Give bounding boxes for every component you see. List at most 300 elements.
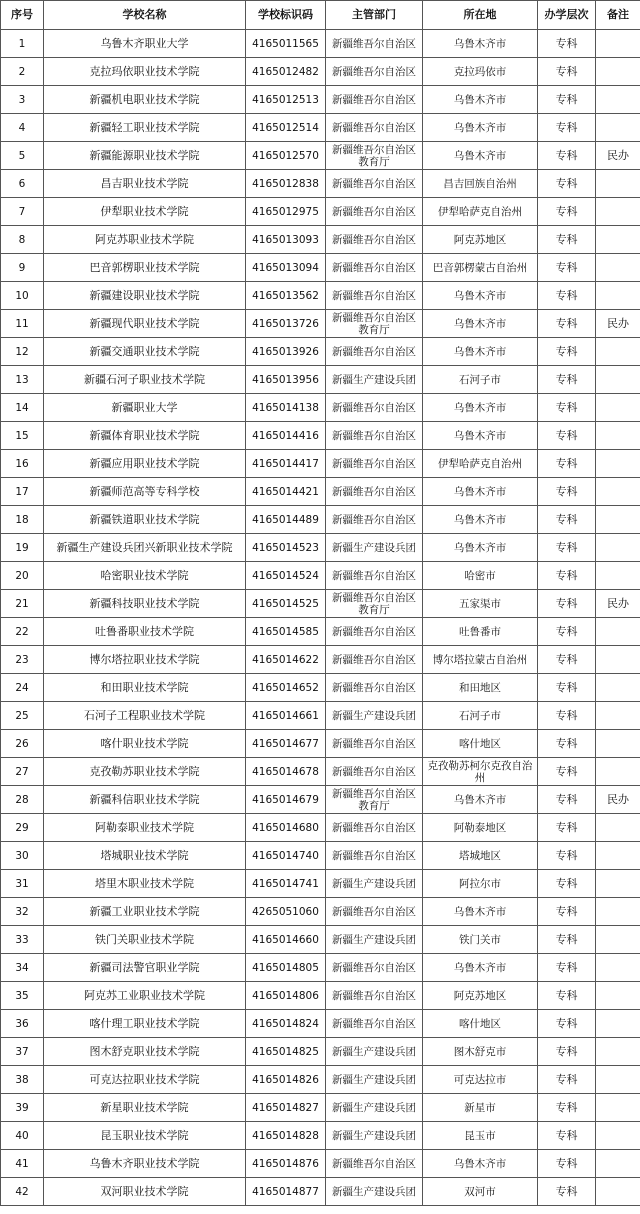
cell-school-name: 图木舒克职业技术学院: [44, 1038, 246, 1066]
cell-level: 专科: [538, 1094, 596, 1122]
cell-level: 专科: [538, 982, 596, 1010]
table-row: [1, 422, 640, 450]
cell-index: 29: [1, 814, 44, 842]
cell-index: 31: [1, 870, 44, 898]
cell-location: 五家渠市: [423, 590, 538, 618]
table-row: [1, 1010, 640, 1038]
cell-level: 专科: [538, 562, 596, 590]
cell-department: 新疆生产建设兵团: [326, 1122, 423, 1150]
table-row: [1, 674, 640, 702]
table-row: [1, 1066, 640, 1094]
cell-index: 40: [1, 1122, 44, 1150]
cell-level: 专科: [538, 926, 596, 954]
table-row: [1, 478, 640, 506]
cell-location: 乌鲁木齐市: [423, 310, 538, 338]
cell-location: 乌鲁木齐市: [423, 394, 538, 422]
cell-index: 9: [1, 254, 44, 282]
cell-school-code: 4165014652: [246, 674, 326, 702]
table-row: [1, 1038, 640, 1066]
cell-level: 专科: [538, 702, 596, 730]
cell-index: 18: [1, 506, 44, 534]
table-row: [1, 170, 640, 198]
table-row: [1, 590, 640, 618]
cell-remarks: 民办: [596, 142, 640, 170]
cell-department: 新疆维吾尔自治区: [326, 814, 423, 842]
cell-location: 乌鲁木齐市: [423, 338, 538, 366]
cell-level: 专科: [538, 142, 596, 170]
cell-level: 专科: [538, 198, 596, 226]
cell-school-code: 4165014826: [246, 1066, 326, 1094]
cell-school-code: 4165014828: [246, 1122, 326, 1150]
table-row: [1, 310, 640, 338]
cell-location: 乌鲁木齐市: [423, 282, 538, 310]
cell-remarks: [596, 282, 640, 310]
cell-school-name: 吐鲁番职业技术学院: [44, 618, 246, 646]
cell-school-code: 4165014489: [246, 506, 326, 534]
cell-location: 阿勒泰地区: [423, 814, 538, 842]
cell-location: 双河市: [423, 1178, 538, 1206]
cell-level: 专科: [538, 30, 596, 58]
cell-school-name: 克拉玛依职业技术学院: [44, 58, 246, 86]
cell-school-name: 塔城职业技术学院: [44, 842, 246, 870]
cell-school-name: 巴音郭楞职业技术学院: [44, 254, 246, 282]
cell-index: 10: [1, 282, 44, 310]
table-row: [1, 786, 640, 814]
cell-remarks: [596, 618, 640, 646]
cell-department: 新疆维吾尔自治区: [326, 618, 423, 646]
cell-school-code: 4165014678: [246, 758, 326, 786]
cell-level: 专科: [538, 1178, 596, 1206]
cell-index: 14: [1, 394, 44, 422]
table-row: [1, 702, 640, 730]
cell-school-name: 新星职业技术学院: [44, 1094, 246, 1122]
cell-location: 石河子市: [423, 366, 538, 394]
cell-school-name: 新疆建设职业技术学院: [44, 282, 246, 310]
cell-remarks: [596, 646, 640, 674]
table-row: [1, 30, 640, 58]
cell-remarks: [596, 338, 640, 366]
cell-level: 专科: [538, 814, 596, 842]
cell-department: 新疆维吾尔自治区: [326, 674, 423, 702]
cell-level: 专科: [538, 450, 596, 478]
cell-remarks: [596, 954, 640, 982]
cell-remarks: 民办: [596, 590, 640, 618]
table-row: [1, 1178, 640, 1206]
table-row: [1, 394, 640, 422]
cell-department: 新疆维吾尔自治区: [326, 394, 423, 422]
cell-school-code: 4165014421: [246, 478, 326, 506]
cell-level: 专科: [538, 590, 596, 618]
cell-school-name: 新疆生产建设兵团兴新职业技术学院: [44, 534, 246, 562]
cell-index: 38: [1, 1066, 44, 1094]
cell-department: 新疆维吾尔自治区: [326, 422, 423, 450]
cell-level: 专科: [538, 86, 596, 114]
cell-school-code: 4165014740: [246, 842, 326, 870]
cell-remarks: [596, 1150, 640, 1178]
cell-level: 专科: [538, 898, 596, 926]
cell-index: 16: [1, 450, 44, 478]
cell-location: 乌鲁木齐市: [423, 142, 538, 170]
cell-department: 新疆生产建设兵团: [326, 1038, 423, 1066]
cell-school-code: 4165014523: [246, 534, 326, 562]
cell-location: 乌鲁木齐市: [423, 786, 538, 814]
cell-index: 32: [1, 898, 44, 926]
cell-index: 28: [1, 786, 44, 814]
cell-level: 专科: [538, 1010, 596, 1038]
cell-remarks: 民办: [596, 310, 640, 338]
cell-department: 新疆维吾尔自治区: [326, 1010, 423, 1038]
cell-department: 新疆维吾尔自治区: [326, 86, 423, 114]
cell-remarks: [596, 982, 640, 1010]
cell-location: 乌鲁木齐市: [423, 422, 538, 450]
table-row: [1, 870, 640, 898]
cell-level: 专科: [538, 338, 596, 366]
cell-location: 乌鲁木齐市: [423, 1150, 538, 1178]
cell-level: 专科: [538, 170, 596, 198]
cell-department: 新疆维吾尔自治区教育厅: [326, 310, 423, 338]
table-row: [1, 954, 640, 982]
cell-school-name: 博尔塔拉职业技术学院: [44, 646, 246, 674]
cell-school-code: 4165013094: [246, 254, 326, 282]
cell-school-code: 4165014806: [246, 982, 326, 1010]
cell-remarks: [596, 870, 640, 898]
cell-department: 新疆维吾尔自治区: [326, 506, 423, 534]
table-row: [1, 338, 640, 366]
table-row: [1, 842, 640, 870]
table-row: [1, 1094, 640, 1122]
cell-school-code: 4165012838: [246, 170, 326, 198]
cell-department: 新疆生产建设兵团: [326, 1066, 423, 1094]
cell-remarks: [596, 562, 640, 590]
cell-location: 阿拉尔市: [423, 870, 538, 898]
cell-remarks: [596, 730, 640, 758]
cell-index: 7: [1, 198, 44, 226]
table-body: [1, 30, 640, 1206]
table-row: [1, 366, 640, 394]
cell-school-name: 双河职业技术学院: [44, 1178, 246, 1206]
table-row: [1, 198, 640, 226]
cell-department: 新疆生产建设兵团: [326, 534, 423, 562]
cell-school-name: 新疆机电职业技术学院: [44, 86, 246, 114]
cell-index: 25: [1, 702, 44, 730]
cell-department: 新疆维吾尔自治区: [326, 254, 423, 282]
table-row: [1, 142, 640, 170]
cell-school-code: 4165013956: [246, 366, 326, 394]
cell-level: 专科: [538, 506, 596, 534]
cell-location: 和田地区: [423, 674, 538, 702]
cell-school-name: 新疆交通职业技术学院: [44, 338, 246, 366]
cell-school-name: 乌鲁木齐职业技术学院: [44, 1150, 246, 1178]
table-row: [1, 730, 640, 758]
header-index: 序号: [1, 1, 44, 30]
cell-location: 喀什地区: [423, 730, 538, 758]
cell-remarks: [596, 1094, 640, 1122]
cell-level: 专科: [538, 1038, 596, 1066]
cell-level: 专科: [538, 618, 596, 646]
cell-index: 11: [1, 310, 44, 338]
cell-remarks: [596, 198, 640, 226]
cell-school-code: 4165012570: [246, 142, 326, 170]
cell-remarks: [596, 926, 640, 954]
cell-department: 新疆生产建设兵团: [326, 926, 423, 954]
cell-level: 专科: [538, 394, 596, 422]
cell-department: 新疆维吾尔自治区教育厅: [326, 786, 423, 814]
cell-school-name: 昌吉职业技术学院: [44, 170, 246, 198]
table-row: [1, 758, 640, 786]
cell-level: 专科: [538, 366, 596, 394]
cell-level: 专科: [538, 478, 596, 506]
table-row: [1, 1150, 640, 1178]
table-row: [1, 506, 640, 534]
cell-department: 新疆维吾尔自治区: [326, 58, 423, 86]
cell-school-code: 4165012513: [246, 86, 326, 114]
cell-school-name: 新疆铁道职业技术学院: [44, 506, 246, 534]
cell-school-name: 乌鲁木齐职业大学: [44, 30, 246, 58]
cell-location: 乌鲁木齐市: [423, 506, 538, 534]
cell-school-name: 新疆工业职业技术学院: [44, 898, 246, 926]
cell-school-code: 4165014525: [246, 590, 326, 618]
cell-department: 新疆维吾尔自治区: [326, 114, 423, 142]
cell-remarks: [596, 1010, 640, 1038]
cell-school-name: 可克达拉职业技术学院: [44, 1066, 246, 1094]
cell-remarks: [596, 814, 640, 842]
cell-school-name: 和田职业技术学院: [44, 674, 246, 702]
cell-school-code: 4165014877: [246, 1178, 326, 1206]
cell-remarks: [596, 506, 640, 534]
cell-department: 新疆维吾尔自治区教育厅: [326, 590, 423, 618]
table-row: [1, 254, 640, 282]
cell-department: 新疆维吾尔自治区: [326, 338, 423, 366]
cell-school-name: 新疆能源职业技术学院: [44, 142, 246, 170]
table-row: [1, 562, 640, 590]
cell-school-code: 4165013926: [246, 338, 326, 366]
cell-index: 33: [1, 926, 44, 954]
cell-location: 乌鲁木齐市: [423, 86, 538, 114]
cell-school-code: 4165011565: [246, 30, 326, 58]
cell-level: 专科: [538, 282, 596, 310]
cell-remarks: [596, 842, 640, 870]
cell-school-name: 石河子工程职业技术学院: [44, 702, 246, 730]
cell-location: 博尔塔拉蒙古自治州: [423, 646, 538, 674]
cell-location: 喀什地区: [423, 1010, 538, 1038]
cell-remarks: [596, 1122, 640, 1150]
cell-level: 专科: [538, 954, 596, 982]
cell-school-name: 阿克苏职业技术学院: [44, 226, 246, 254]
cell-department: 新疆维吾尔自治区: [326, 198, 423, 226]
cell-department: 新疆生产建设兵团: [326, 870, 423, 898]
cell-location: 乌鲁木齐市: [423, 898, 538, 926]
cell-index: 35: [1, 982, 44, 1010]
cell-index: 4: [1, 114, 44, 142]
cell-level: 专科: [538, 674, 596, 702]
cell-school-code: 4165014827: [246, 1094, 326, 1122]
cell-index: 19: [1, 534, 44, 562]
cell-school-name: 铁门关职业技术学院: [44, 926, 246, 954]
cell-school-name: 新疆司法警官职业学院: [44, 954, 246, 982]
cell-school-code: 4165014741: [246, 870, 326, 898]
cell-index: 26: [1, 730, 44, 758]
cell-remarks: [596, 366, 640, 394]
cell-school-code: 4165014417: [246, 450, 326, 478]
cell-remarks: [596, 1038, 640, 1066]
cell-remarks: [596, 170, 640, 198]
cell-location: 图木舒克市: [423, 1038, 538, 1066]
cell-remarks: [596, 450, 640, 478]
cell-school-code: 4165012482: [246, 58, 326, 86]
cell-remarks: [596, 758, 640, 786]
table-row: [1, 898, 640, 926]
cell-location: 阿克苏地区: [423, 226, 538, 254]
cell-school-name: 喀什理工职业技术学院: [44, 1010, 246, 1038]
cell-school-name: 克孜勒苏职业技术学院: [44, 758, 246, 786]
cell-level: 专科: [538, 534, 596, 562]
cell-level: 专科: [538, 758, 596, 786]
table-row: [1, 1122, 640, 1150]
cell-remarks: [596, 1066, 640, 1094]
cell-index: 30: [1, 842, 44, 870]
cell-school-name: 塔里木职业技术学院: [44, 870, 246, 898]
cell-index: 36: [1, 1010, 44, 1038]
cell-level: 专科: [538, 1150, 596, 1178]
cell-index: 6: [1, 170, 44, 198]
cell-school-code: 4265051060: [246, 898, 326, 926]
cell-school-name: 阿勒泰职业技术学院: [44, 814, 246, 842]
cell-index: 21: [1, 590, 44, 618]
table-row: [1, 86, 640, 114]
table-row: [1, 58, 640, 86]
cell-school-code: 4165014585: [246, 618, 326, 646]
cell-level: 专科: [538, 114, 596, 142]
cell-location: 伊犁哈萨克自治州: [423, 450, 538, 478]
cell-location: 伊犁哈萨克自治州: [423, 198, 538, 226]
cell-index: 2: [1, 58, 44, 86]
cell-index: 27: [1, 758, 44, 786]
cell-remarks: [596, 534, 640, 562]
cell-index: 17: [1, 478, 44, 506]
cell-school-code: 4165014805: [246, 954, 326, 982]
cell-location: 吐鲁番市: [423, 618, 538, 646]
cell-school-name: 新疆轻工职业技术学院: [44, 114, 246, 142]
cell-level: 专科: [538, 870, 596, 898]
cell-remarks: 民办: [596, 786, 640, 814]
cell-index: 20: [1, 562, 44, 590]
cell-location: 石河子市: [423, 702, 538, 730]
cell-level: 专科: [538, 730, 596, 758]
cell-location: 克拉玛依市: [423, 58, 538, 86]
cell-remarks: [596, 254, 640, 282]
cell-school-code: 4165013562: [246, 282, 326, 310]
cell-school-code: 4165013726: [246, 310, 326, 338]
cell-school-name: 新疆科技职业技术学院: [44, 590, 246, 618]
cell-remarks: [596, 58, 640, 86]
header-level: 办学层次: [538, 1, 596, 30]
cell-remarks: [596, 86, 640, 114]
cell-department: 新疆生产建设兵团: [326, 702, 423, 730]
cell-department: 新疆维吾尔自治区教育厅: [326, 142, 423, 170]
cell-level: 专科: [538, 226, 596, 254]
cell-school-name: 哈密职业技术学院: [44, 562, 246, 590]
table-row: [1, 814, 640, 842]
table-row: [1, 982, 640, 1010]
header-remarks: 备注: [596, 1, 640, 30]
header-school-name: 学校名称: [44, 1, 246, 30]
cell-location: 巴音郭楞蒙古自治州: [423, 254, 538, 282]
cell-index: 34: [1, 954, 44, 982]
cell-school-name: 新疆现代职业技术学院: [44, 310, 246, 338]
table-row: [1, 618, 640, 646]
cell-school-code: 4165012975: [246, 198, 326, 226]
cell-remarks: [596, 478, 640, 506]
cell-school-name: 伊犁职业技术学院: [44, 198, 246, 226]
cell-index: 42: [1, 1178, 44, 1206]
cell-location: 乌鲁木齐市: [423, 954, 538, 982]
cell-school-code: 4165014524: [246, 562, 326, 590]
cell-school-code: 4165014876: [246, 1150, 326, 1178]
cell-level: 专科: [538, 842, 596, 870]
cell-school-name: 新疆石河子职业技术学院: [44, 366, 246, 394]
cell-location: 克孜勒苏柯尔克孜自治州: [423, 758, 538, 786]
table-row: [1, 226, 640, 254]
cell-department: 新疆生产建设兵团: [326, 366, 423, 394]
cell-school-code: 4165014679: [246, 786, 326, 814]
cell-school-name: 新疆科信职业技术学院: [44, 786, 246, 814]
cell-index: 13: [1, 366, 44, 394]
cell-location: 铁门关市: [423, 926, 538, 954]
cell-index: 8: [1, 226, 44, 254]
cell-school-code: 4165014416: [246, 422, 326, 450]
cell-level: 专科: [538, 58, 596, 86]
cell-department: 新疆维吾尔自治区: [326, 954, 423, 982]
cell-school-code: 4165014138: [246, 394, 326, 422]
table-row: [1, 282, 640, 310]
cell-school-name: 昆玉职业技术学院: [44, 1122, 246, 1150]
cell-location: 新星市: [423, 1094, 538, 1122]
cell-department: 新疆维吾尔自治区: [326, 562, 423, 590]
cell-school-code: 4165013093: [246, 226, 326, 254]
cell-remarks: [596, 226, 640, 254]
cell-department: 新疆维吾尔自治区: [326, 982, 423, 1010]
cell-level: 专科: [538, 254, 596, 282]
cell-department: 新疆维吾尔自治区: [326, 842, 423, 870]
cell-department: 新疆维吾尔自治区: [326, 646, 423, 674]
cell-department: 新疆生产建设兵团: [326, 1178, 423, 1206]
cell-location: 哈密市: [423, 562, 538, 590]
cell-department: 新疆维吾尔自治区: [326, 450, 423, 478]
cell-index: 5: [1, 142, 44, 170]
table-header-row: [1, 1, 640, 30]
cell-level: 专科: [538, 422, 596, 450]
cell-school-code: 4165012514: [246, 114, 326, 142]
cell-remarks: [596, 702, 640, 730]
cell-school-name: 喀什职业技术学院: [44, 730, 246, 758]
cell-level: 专科: [538, 1122, 596, 1150]
cell-index: 1: [1, 30, 44, 58]
cell-level: 专科: [538, 310, 596, 338]
table-row: [1, 646, 640, 674]
cell-remarks: [596, 114, 640, 142]
cell-school-code: 4165014680: [246, 814, 326, 842]
cell-department: 新疆维吾尔自治区: [326, 1150, 423, 1178]
cell-department: 新疆维吾尔自治区: [326, 730, 423, 758]
cell-level: 专科: [538, 646, 596, 674]
cell-remarks: [596, 898, 640, 926]
cell-department: 新疆生产建设兵团: [326, 1094, 423, 1122]
cell-school-code: 4165014677: [246, 730, 326, 758]
cell-index: 3: [1, 86, 44, 114]
cell-school-code: 4165014824: [246, 1010, 326, 1038]
cell-index: 15: [1, 422, 44, 450]
cell-location: 昆玉市: [423, 1122, 538, 1150]
